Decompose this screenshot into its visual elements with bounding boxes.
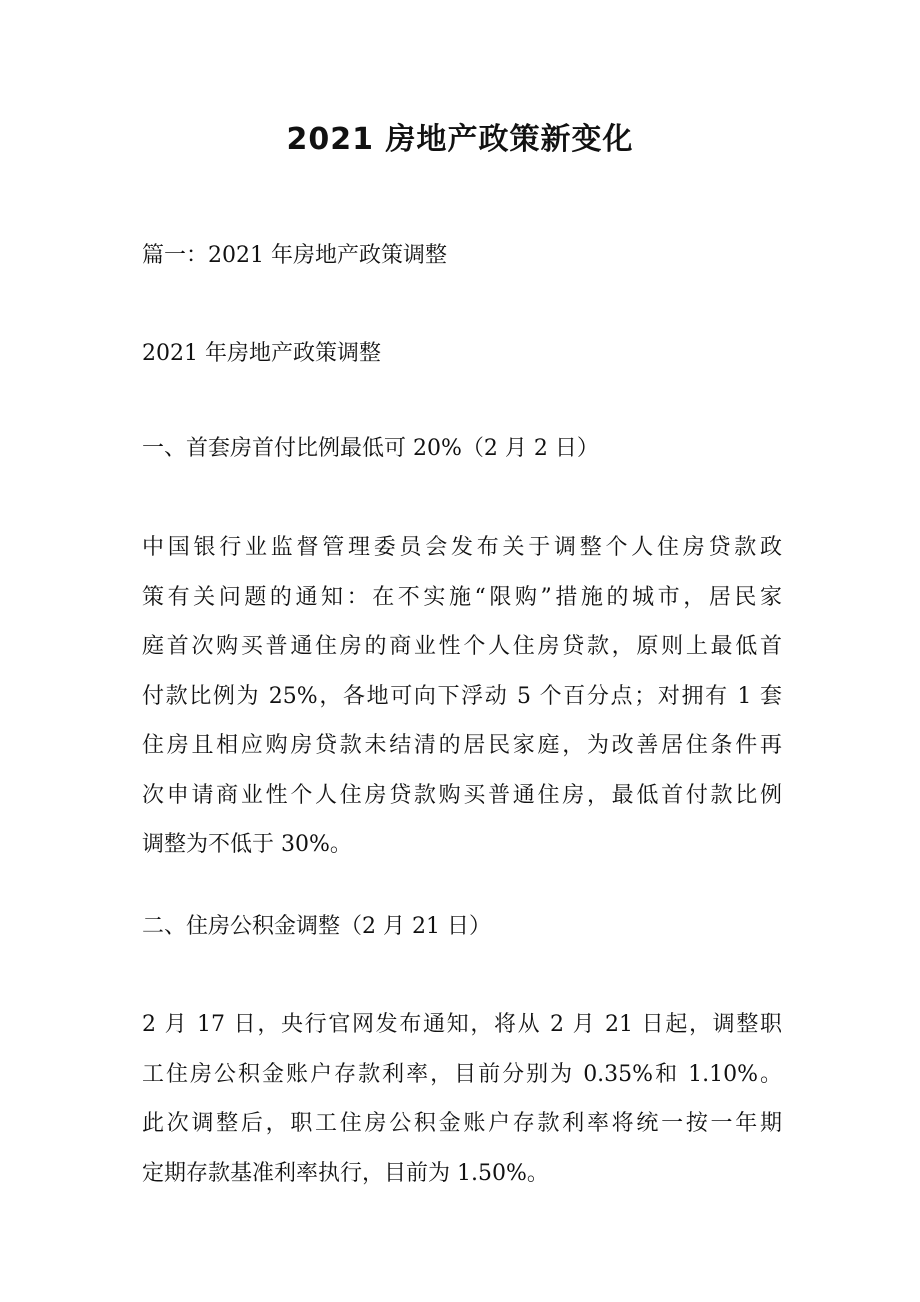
- paragraph-line: 中国银行业监督管理委员会发布关于调整个人住房贷款政: [142, 535, 782, 560]
- paragraph-line: 2 月 17 日，央行官网发布通知，将从 2 月 21 日起，调整职: [142, 1012, 782, 1037]
- paragraph-line: 住房且相应购房贷款未结清的居民家庭，为改善居住条件再: [142, 733, 782, 758]
- paragraph-line: 付款比例为 25%，各地可向下浮动 5 个百分点；对拥有 1 套: [142, 683, 782, 709]
- paragraph-line: 调整为不低于 30%。: [142, 832, 352, 857]
- paragraph-line: 工住房公积金账户存款利率，目前分别为 0.35%和 1.10%。: [142, 1061, 782, 1087]
- section-2-heading: 二、住房公积金调整（2 月 21 日）: [142, 914, 491, 939]
- section-subtitle: 2021 年房地产政策调整: [142, 341, 381, 366]
- paragraph-line: 此次调整后，职工住房公积金账户存款利率将统一按一年期: [142, 1111, 782, 1136]
- paragraph-line: 次申请商业性个人住房贷款购买普通住房，最低首付款比例: [142, 782, 782, 808]
- section-1-paragraph: [142, 523, 782, 870]
- section-1-heading: 一、首套房首付比例最低可 20%（2 月 2 日）: [142, 436, 599, 461]
- paragraph-line: 策有关问题的通知：在不实施“限购”措施的城市，居民家: [142, 584, 782, 610]
- chapter-heading: 篇一：2021 年房地产政策调整: [142, 243, 447, 268]
- paragraph-line: 庭首次购买普通住房的商业性个人住房贷款，原则上最低首: [142, 634, 782, 659]
- section-2-paragraph: [142, 1000, 782, 1198]
- document-title: 2021 房地产政策新变化: [286, 122, 634, 157]
- paragraph-line: 定期存款基准利率执行，目前为 1.50%。: [142, 1160, 549, 1186]
